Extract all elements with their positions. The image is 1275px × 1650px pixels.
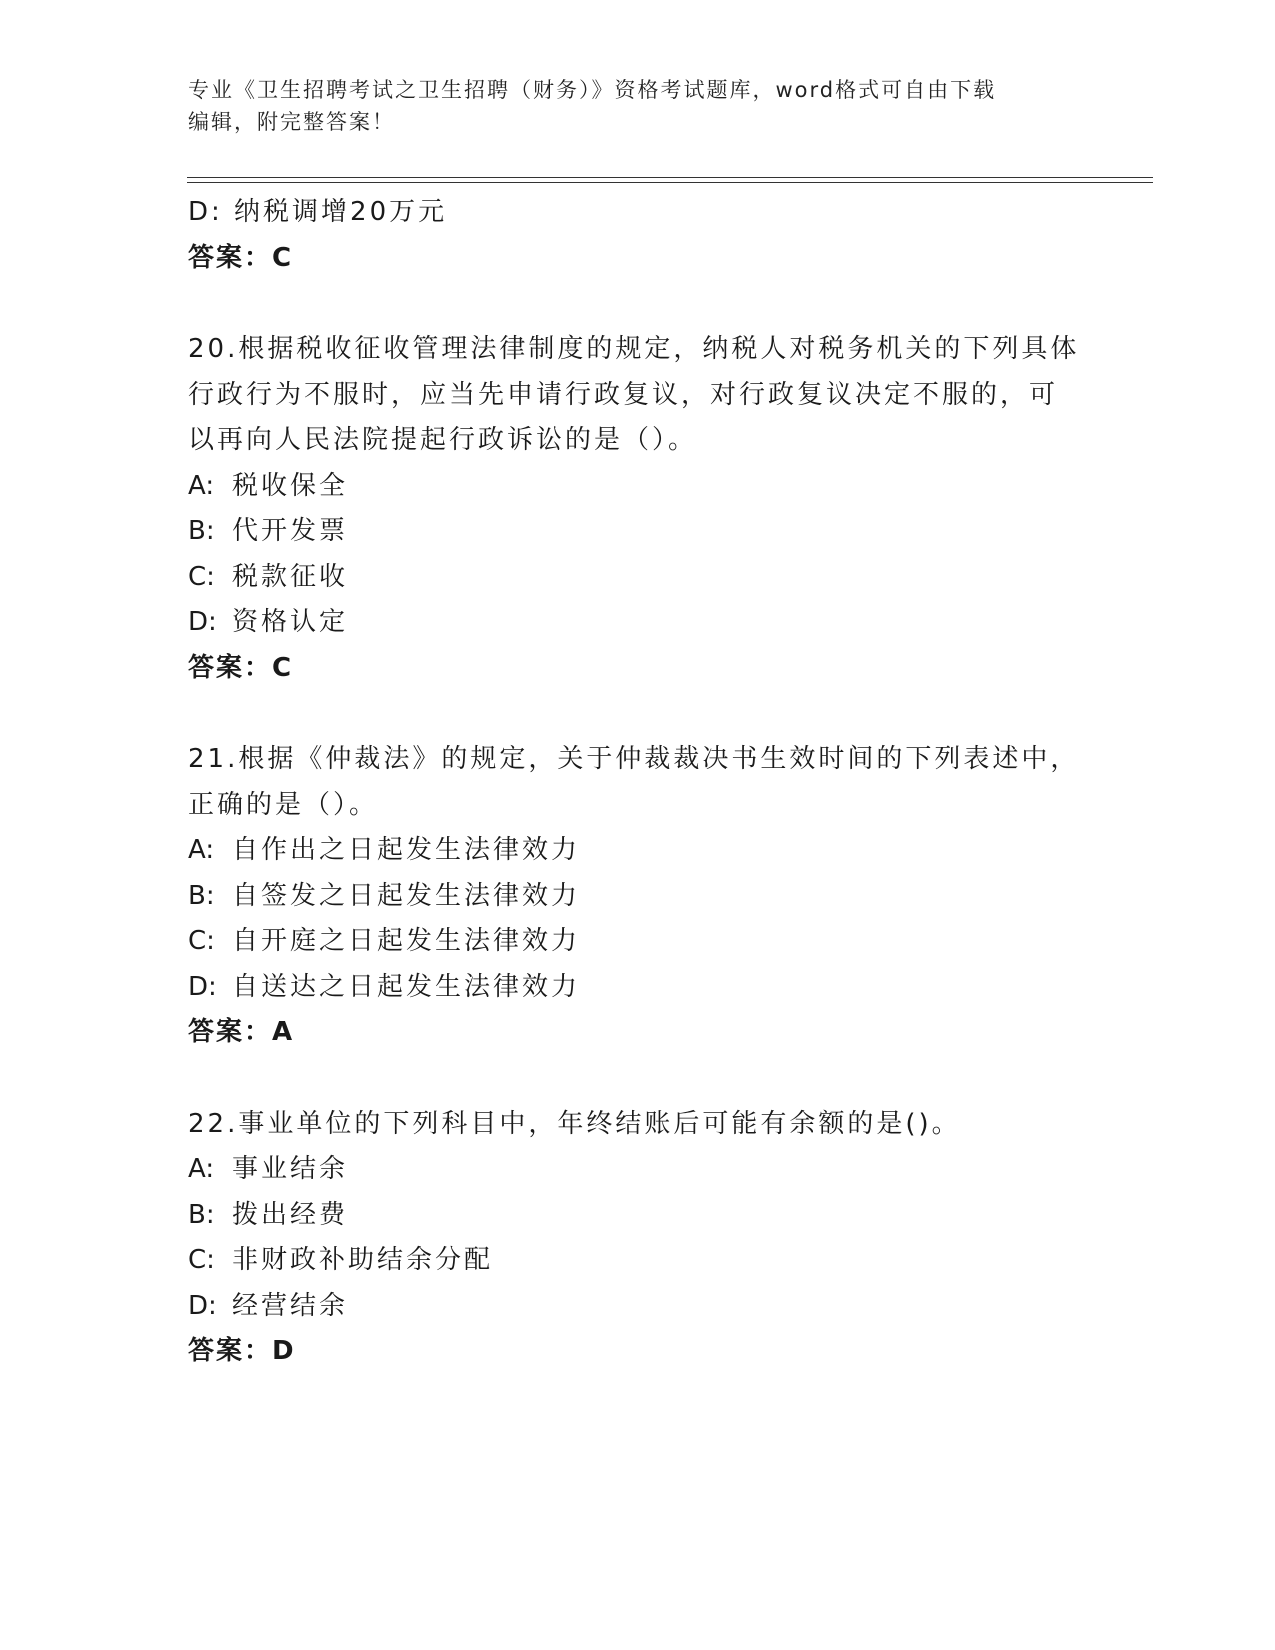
option-text: 资格认定 [232, 607, 349, 637]
question-20-answer: 答案：C [188, 652, 294, 683]
spacer [188, 281, 1088, 327]
question-20-text-line-2: 行政行为不服时，应当先申请行政复议，对行政复议决定不服的，可 [188, 379, 1059, 410]
question-22 [188, 1102, 1088, 1375]
question-20-text-line-3: 以再向人民法院提起行政诉讼的是（）。 [188, 425, 698, 455]
question-22-option-c [188, 1238, 1088, 1284]
header-divider-bottom [187, 182, 1153, 183]
option-text: 自作出之日起发生法律效力 [232, 835, 581, 865]
question-21-option-c [188, 919, 1088, 965]
option-label: A: [188, 835, 215, 865]
option-label: C: [188, 926, 215, 956]
option-label: A: [188, 470, 215, 501]
option-label: D: [188, 1290, 217, 1321]
question-21 [188, 737, 1088, 1056]
question-22-option-b [188, 1193, 1088, 1239]
option-text: 自签发之日起发生法律效力 [232, 880, 581, 911]
option-label: B: [188, 1199, 215, 1230]
question-21-text-line-2: 正确的是（）。 [188, 789, 379, 820]
spacer [188, 1056, 1088, 1102]
question-22-text-line-1: 22.事业单位的下列科目中，年终结账后可能有余额的是()。 [188, 1108, 961, 1139]
option-text: 税收保全 [232, 470, 349, 501]
option-text: 代开发票 [232, 516, 349, 546]
option-text: 拨出经费 [232, 1199, 349, 1230]
question-21-option-d [188, 965, 1088, 1011]
option-text: 非财政补助结余分配 [232, 1245, 494, 1275]
option-text: 事业结余 [232, 1154, 349, 1184]
header-divider-top [187, 177, 1153, 178]
prev-answer: 答案：C [188, 242, 294, 273]
option-label: C: [188, 561, 215, 592]
question-20-text-line-1: 20.根据税收征收管理法律制度的规定，纳税人对税务机关的下列具体 [188, 334, 1080, 364]
document-header [188, 74, 1088, 138]
question-20-option-b [188, 509, 1088, 555]
question-21-answer: 答案：A [188, 1017, 295, 1047]
question-22-answer: 答案：D [188, 1336, 296, 1366]
header-line-1: 专业《卫生招聘考试之卫生招聘（财务）》资格考试题库，word格式可自由下载 [188, 78, 997, 102]
question-21-option-b [188, 874, 1088, 920]
option-text: 自送达之日起发生法律效力 [232, 971, 581, 1002]
question-21-text-line-1: 21.根据《仲裁法》的规定，关于仲裁裁决书生效时间的下列表述中， [188, 744, 1080, 774]
question-22-option-a [188, 1147, 1088, 1193]
question-20-option-a [188, 464, 1088, 510]
question-22-option-d [188, 1284, 1088, 1330]
prev-option-d: D: 纳税调增20万元 [188, 197, 448, 227]
option-label: D: [188, 971, 217, 1002]
option-text: 经营结余 [232, 1290, 349, 1321]
option-text: 自开庭之日起发生法律效力 [232, 926, 581, 956]
option-label: D: [188, 607, 217, 637]
option-label: A: [188, 1154, 215, 1184]
question-20-option-c [188, 555, 1088, 601]
option-text: 税款征收 [232, 561, 349, 592]
spacer [188, 691, 1088, 737]
header-line-2: 编辑，附完整答案！ [188, 110, 395, 134]
question-21-option-a [188, 828, 1088, 874]
option-label: B: [188, 880, 215, 911]
option-label: C: [188, 1245, 215, 1275]
question-20-option-d [188, 600, 1088, 646]
option-label: B: [188, 516, 215, 546]
question-content [188, 190, 1088, 1375]
question-20 [188, 327, 1088, 691]
